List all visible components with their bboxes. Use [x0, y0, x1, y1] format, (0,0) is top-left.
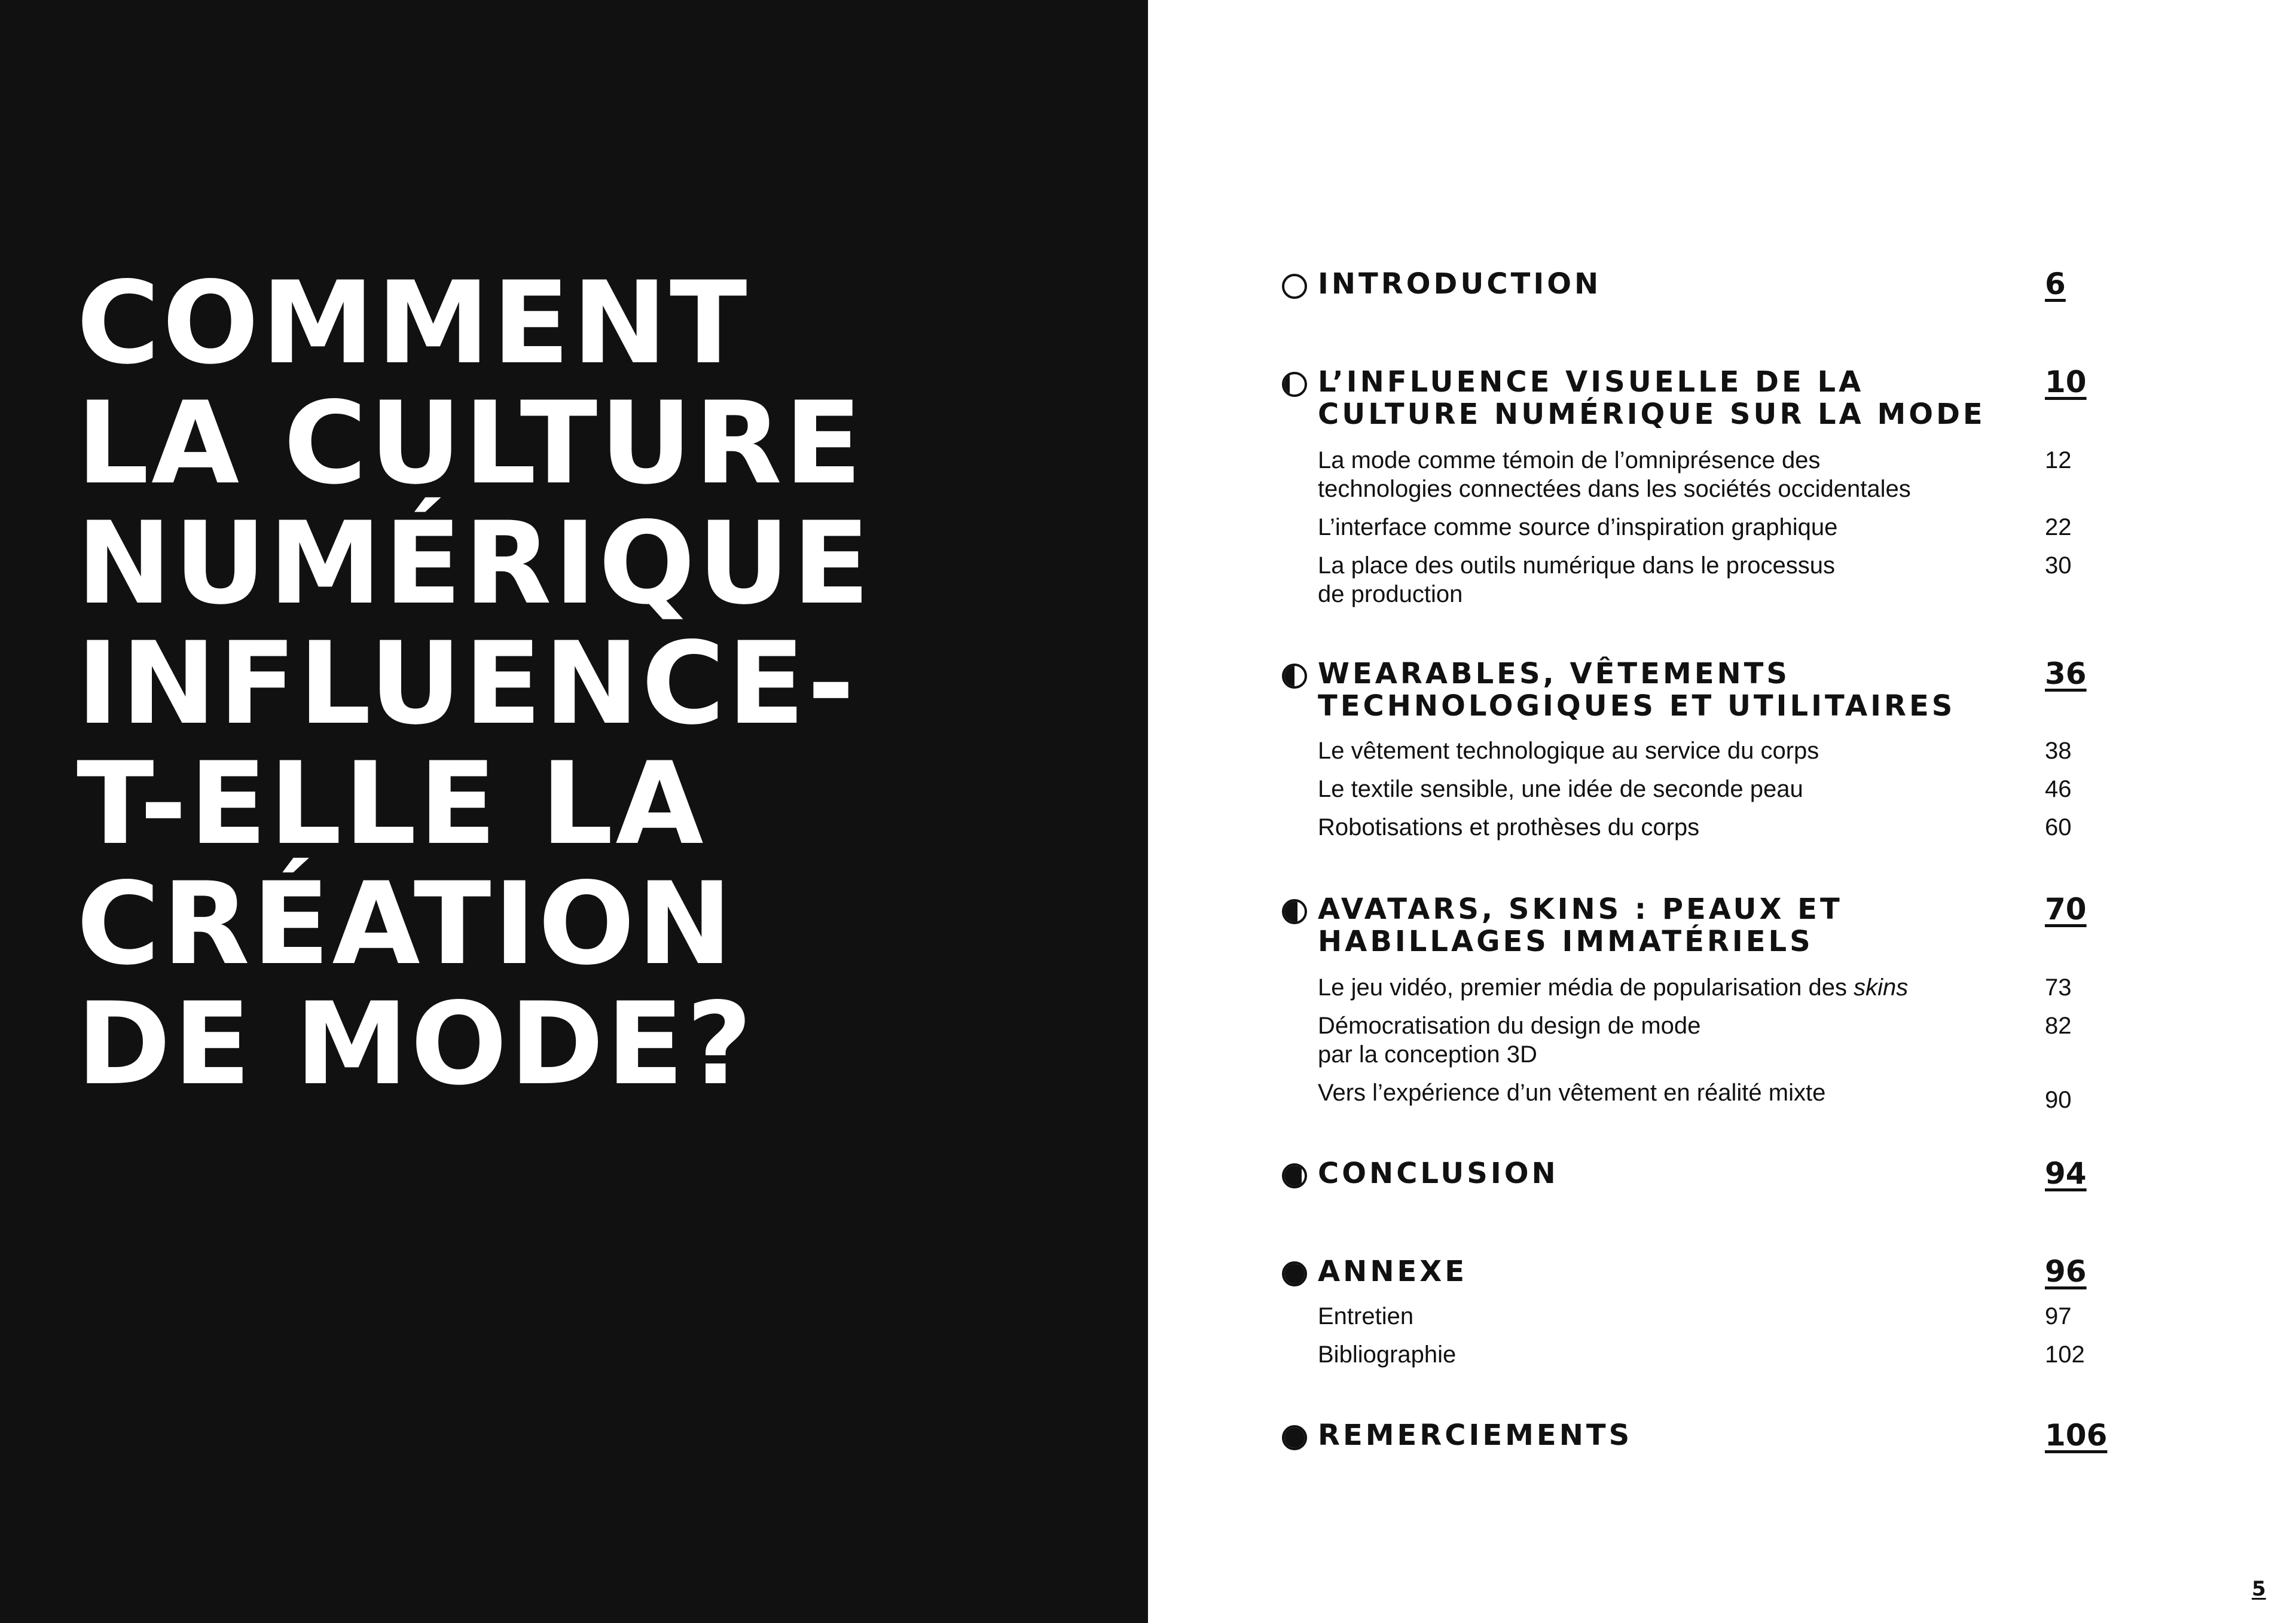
empty-circle-icon	[1282, 274, 1307, 299]
subsection-page-number: 73	[2045, 974, 2072, 1001]
subsection-line: La mode comme témoin de l’omniprésence des	[1318, 447, 1821, 473]
main-title	[77, 257, 1129, 1110]
subsection-label	[1318, 551, 2011, 609]
subsection-page-number: 46	[2045, 776, 2072, 802]
subsection-page-number: 90	[2045, 1087, 2072, 1113]
emphasis-text: skins	[1854, 974, 1909, 1001]
subsection-line: L’interface comme source d’inspiration graphique	[1318, 514, 1838, 540]
section-title-line: TECHNOLOGIQUES ET UTILITAIRES	[1318, 689, 1956, 723]
subsection-line: Entretien	[1318, 1303, 1414, 1329]
section-title	[1318, 1419, 2011, 1451]
subsection-label	[1318, 973, 2011, 1002]
section-title-line: CULTURE NUMÉRIQUE SUR LA MODE	[1318, 398, 1986, 431]
subsection-page-number: 97	[2045, 1303, 2072, 1329]
title-line: T-ELLE LA	[77, 738, 706, 870]
subsection-label	[1318, 813, 2011, 842]
title-line: LA CULTURE	[77, 377, 865, 509]
subsection-page-number: 102	[2045, 1341, 2085, 1368]
subsection-line: Le vêtement technologique au service du corps	[1318, 738, 1819, 764]
section-title-line: ANNEXE	[1318, 1255, 1468, 1288]
subsection-label	[1318, 1340, 2011, 1369]
subsection-label	[1318, 1302, 2011, 1331]
section-page-number[interactable]: 36	[2045, 656, 2087, 691]
title-line: INFLUENCE-	[77, 618, 857, 750]
gibbous-circle-icon	[1282, 899, 1307, 924]
subsection-line: technologies connectées dans les sociétés occidentales	[1318, 476, 1911, 502]
subsection-page-number: 60	[2045, 814, 2072, 840]
subsection-label	[1318, 513, 2011, 542]
subsection-page-number: 82	[2045, 1013, 2072, 1039]
subsection-label	[1318, 775, 2011, 803]
section-title-line: CONCLUSION	[1318, 1157, 1559, 1190]
subsection-line: Bibliographie	[1318, 1341, 1457, 1368]
section-title-line: INTRODUCTION	[1318, 267, 1602, 301]
section-page-number[interactable]: 96	[2045, 1254, 2087, 1289]
subsection-page-number: 22	[2045, 514, 2072, 540]
section-title-line: L’INFLUENCE VISUELLE DE LA	[1318, 365, 1864, 399]
title-line: DE MODE?	[77, 978, 755, 1110]
crescent-circle-icon	[1282, 372, 1307, 397]
section-page-number[interactable]: 106	[2045, 1418, 2108, 1453]
subsection-label	[1318, 736, 2011, 765]
subsection-line: Le textile sensible, une idée de seconde peau	[1318, 776, 1803, 802]
subsection-line: par la conception 3D	[1318, 1041, 1537, 1068]
full-circle-icon	[1282, 1261, 1307, 1286]
table-of-contents-panel	[1148, 0, 2296, 1623]
subsection-line: La place des outils numérique dans le processus	[1318, 552, 1835, 579]
section-title	[1318, 366, 2011, 430]
subsection-line: Vers l’expérience d’un vêtement en réalité mixte	[1318, 1080, 1826, 1106]
section-page-number[interactable]: 6	[2045, 267, 2066, 301]
subsection-label	[1318, 1011, 2011, 1069]
section-title-line: WEARABLES, VÊTEMENTS	[1318, 657, 1790, 690]
half-circle-icon	[1282, 664, 1307, 689]
title-line: NUMÉRIQUE	[77, 497, 872, 629]
section-page-number[interactable]: 94	[2045, 1156, 2087, 1191]
subsection-line: Démocratisation du design de mode	[1318, 1013, 1701, 1039]
section-title	[1318, 268, 2011, 300]
section-title	[1318, 893, 2011, 958]
section-title	[1318, 658, 2011, 722]
subsection-page-number: 30	[2045, 552, 2072, 579]
subsection-line: Robotisations et prothèses du corps	[1318, 814, 1700, 840]
subsection-page-number: 12	[2045, 447, 2072, 473]
nearly-full-circle-icon	[1282, 1163, 1307, 1188]
subsection-line: Le jeu vidéo, premier média de popularisation des skins	[1318, 974, 1909, 1001]
section-title-line: AVATARS, SKINS : PEAUX ET	[1318, 893, 1843, 926]
section-title-line: HABILLAGES IMMATÉRIELS	[1318, 925, 1813, 958]
full-circle-icon	[1282, 1425, 1307, 1450]
title-line: COMMENT	[77, 257, 750, 389]
section-title	[1318, 1157, 2011, 1190]
subsection-label	[1318, 446, 2011, 503]
section-title-line: REMERCIEMENTS	[1318, 1419, 1633, 1452]
section-title	[1318, 1255, 2011, 1288]
title-line: CRÉATION	[77, 858, 735, 990]
subsection-label	[1318, 1078, 2011, 1107]
subsection-page-number: 38	[2045, 738, 2072, 764]
folio-page-number: 5	[2252, 1577, 2266, 1601]
section-page-number[interactable]: 10	[2045, 365, 2087, 399]
section-page-number[interactable]: 70	[2045, 892, 2087, 927]
subsection-line: de production	[1318, 581, 1463, 607]
